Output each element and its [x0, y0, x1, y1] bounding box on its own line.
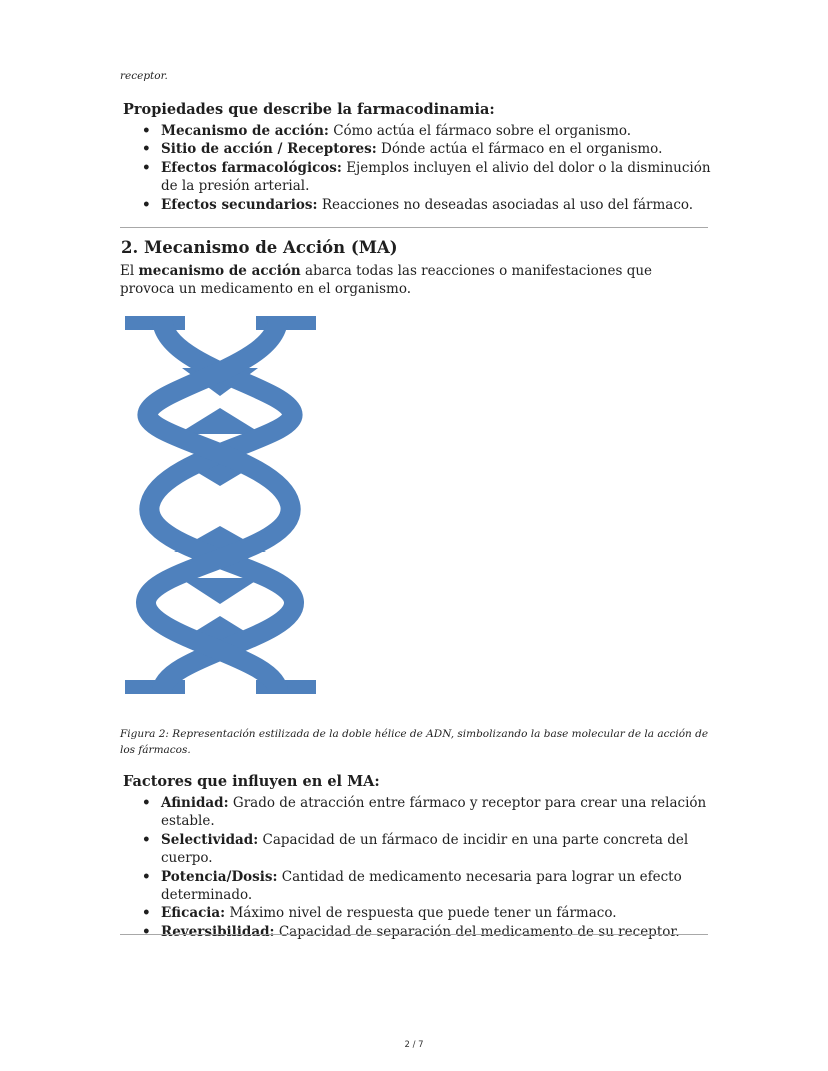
dna-double-helix-icon: [122, 316, 318, 694]
factors-heading: Factores que influyen en el MA:: [123, 773, 380, 790]
figure-caption: Figura 2: Representación estilizada de la doble hélice de ADN, simbolizando la base molecular de la acción de los fármacos.: [120, 728, 709, 756]
properties-list: [142, 122, 712, 214]
list-item: • Mecanismo de acción: Cómo actúa el fármaco sobre el organismo.: [142, 122, 712, 140]
properties-heading: Propiedades que describe la farmacodinamia:: [123, 101, 495, 118]
section-divider: [120, 227, 708, 228]
list-item: • Potencia/Dosis: Cantidad de medicamento necesaria para lograr un efecto determinado.: [142, 868, 712, 905]
section-divider: [120, 934, 708, 935]
list-item: • Eficacia: Máximo nivel de respuesta que puede tener un fármaco.: [142, 904, 712, 922]
list-item: • Reversibilidad: Capacidad de separación del medicamento de su receptor.: [142, 923, 712, 941]
list-item: • Efectos farmacológicos: Ejemplos incluyen el alivio del dolor o la disminución de la presión arterial.: [142, 159, 712, 196]
list-item: • Selectividad: Capacidad de un fármaco de incidir en una parte concreta del cuerpo.: [142, 831, 712, 868]
list-item: • Efectos secundarios: Reacciones no deseadas asociadas al uso del fármaco.: [142, 196, 712, 214]
factors-list: [142, 794, 712, 941]
page-number: 2 / 7: [404, 1040, 424, 1050]
list-item: • Afinidad: Grado de atracción entre fármaco y receptor para crear una relación estable.: [142, 794, 712, 831]
list-item: • Sitio de acción / Receptores: Dónde actúa el fármaco en el organismo.: [142, 140, 712, 158]
section-title: 2. Mecanismo de Acción (MA): [121, 238, 398, 257]
previous-page-tail: receptor.: [120, 70, 168, 82]
section-intro: El mecanismo de acción abarca todas las reacciones o manifestaciones que provoca un medicamento en el organismo.: [120, 263, 653, 298]
